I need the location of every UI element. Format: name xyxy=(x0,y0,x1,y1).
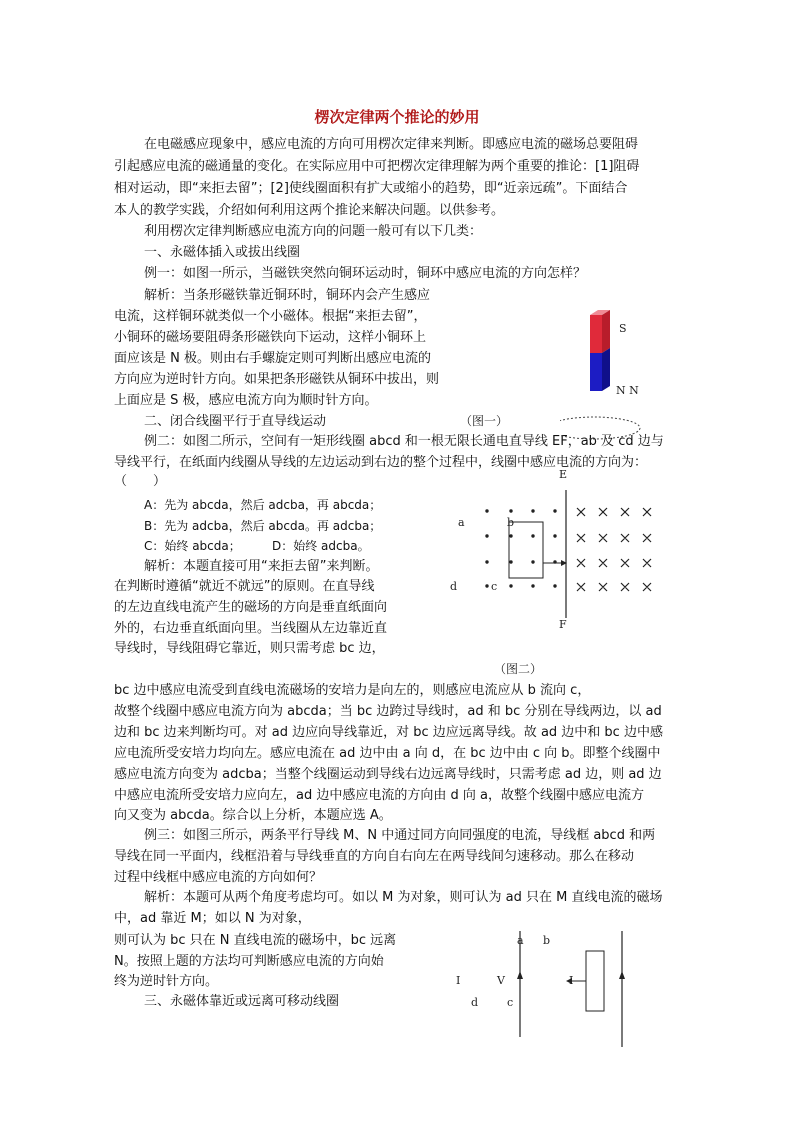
text-line: 边和 bc 边来判断均可。对 ad 边应向导线靠近，对 bc 边应远离导线。故 ad 边中和 bc 边中感 xyxy=(114,725,663,740)
velocity-v-label: V xyxy=(497,974,505,987)
text-line: 解析：本题可从两个角度考虑均可。如以 M 为对象，则可认为 ad 只在 M 直线电流的磁场 xyxy=(144,890,663,905)
wire-e-label: E xyxy=(559,468,568,481)
text-line: 例二：如图二所示，空间有一矩形线圈 abcd 和一根无限长通电直导线 EF，ab 及 cd 边与 xyxy=(144,434,664,449)
section-heading: 三、永磁体靠近或远离可移动线圈 xyxy=(144,994,340,1009)
field-out-dots xyxy=(485,509,556,587)
magnet-north-side xyxy=(602,348,610,391)
figure-1-magnet xyxy=(560,300,760,440)
text-line: 导线在同一平面内，线框沿着与导线垂直的方向自右向左在两导线间匀速移动。那么在移动 xyxy=(114,849,635,864)
text-line: 过程中线框中感应电流的方向如何？ xyxy=(114,870,323,885)
text-line: 故整个线圈中感应电流方向为 abcda；当 bc 边跨过导线时，ad 和 bc 分别在导线两边，以 ad xyxy=(114,704,662,719)
text-line: 电流，这样铜环就类似一个小磁体。根据“来拒去留”， xyxy=(114,309,427,324)
current-i1-label: I xyxy=(456,974,461,987)
frame-a-label: a xyxy=(517,934,524,947)
page-title: 楞次定律两个推论的妙用 xyxy=(314,108,480,126)
magnet-s-label: S xyxy=(619,322,627,335)
text-line: 应电流所受安培力均向左。感应电流在 ad 边中由 a 向 d，在 bc 边中由 c 向 b。即整个线圈中 xyxy=(114,746,661,761)
text-line: 本人的教学实践，介绍如何利用这两个推论来解决问题。以供参考。 xyxy=(114,203,505,218)
magnet-south-pole xyxy=(590,315,602,353)
copper-ring xyxy=(560,417,640,439)
text-line: 在电磁感应现象中，感应电流的方向可用楞次定律来判断。即感应电流的磁场总要阻碍 xyxy=(144,137,639,152)
text-line: 终为逆时针方向。 xyxy=(114,974,219,989)
current-i2-label: I xyxy=(569,974,574,987)
frame-b-label: b xyxy=(543,934,551,947)
option-b: B：先为 adcba，然后 abcda。再 adcba； xyxy=(144,519,382,533)
text-line: bc 边中感应电流受到直线电流磁场的安培力是向左的，则感应电流应从 b 流向 c， xyxy=(114,683,591,698)
text-line: 外的，右边垂直纸面向里。当线圈从左边靠近直 xyxy=(114,621,388,636)
section-heading: 二、闭合线圈平行于直导线运动 xyxy=(144,414,327,429)
coil-c-label: c xyxy=(491,580,498,593)
text-line: 引起感应电流的磁通量的变化。在实际应用中可把楞次定律理解为两个重要的推论：[1]阻碍 xyxy=(114,159,640,174)
text-line: 则可认为 bc 只在 N 直线电流的磁场中，bc 远离 xyxy=(114,933,397,948)
text-line: 向又变为 abcda。综合以上分析，本题应选 A。 xyxy=(114,808,392,823)
magnet-north-pole xyxy=(590,353,602,391)
coil-abcd xyxy=(509,522,543,578)
text-line: 解析：本题直接可用“来拒去留”来判断。 xyxy=(144,559,379,574)
text-line: 中感应电流所受安培力应向左，ad 边中感应电流的方向由 d 向 a，故整个线圈中感应电流方 xyxy=(114,788,644,803)
text-line: 解析：当条形磁铁靠近铜环时，铜环内会产生感应 xyxy=(144,288,431,303)
option-c: C：始终 abcda； xyxy=(144,539,241,553)
magnet-south-side xyxy=(602,310,610,353)
coil-b-label: b xyxy=(507,516,515,529)
text-line: （ ） xyxy=(114,474,167,489)
text-line: 例三：如图三所示，两条平行导线 M、N 中通过同方向同强度的电流，导线框 abcd 和两 xyxy=(144,828,656,843)
text-line: 相对运动，即“来拒去留”；[2]使线圈面积有扩大或缩小的趋势，即“近亲远疏”。下面结合 xyxy=(114,181,628,196)
text-line: 小铜环的磁场要阻碍条形磁铁向下运动，这样小铜环上 xyxy=(114,330,427,345)
wire-f-label: F xyxy=(559,618,567,631)
coil-d-label: d xyxy=(450,580,458,593)
field-in-crosses xyxy=(577,508,651,591)
text-line: N。按照上题的方法均可判断感应电流的方向始 xyxy=(114,954,384,969)
text-line: 在判断时遵循“就近不就远”的原则。在直导线 xyxy=(114,579,375,594)
text-line: 方向应为逆时针方向。如果把条形磁铁从铜环中拔出，则 xyxy=(114,372,440,387)
frame-c-label: c xyxy=(507,996,514,1009)
figure-1-caption: （图一） xyxy=(460,414,509,428)
text-line: 例一：如图一所示，当磁铁突然向铜环运动时，铜环中感应电流的方向怎样？ xyxy=(144,266,587,281)
frame-d-label: d xyxy=(471,996,479,1009)
option-a: A：先为 abcda，然后 adcba，再 abcda； xyxy=(144,498,382,512)
text-line: 中，ad 靠近 M；如以 N 为对象， xyxy=(114,911,311,926)
magnet-n-label: N N xyxy=(616,384,639,397)
figure-3-parallel-wires xyxy=(500,925,680,1055)
text-line: 上面应是 S 极，感应电流方向为顺时针方向。 xyxy=(114,393,378,408)
wire-m-arrow xyxy=(517,971,523,979)
text-line: 导线平行，在纸面内线圈从导线的左边运动到右边的整个过程中，线圈中感应电流的方向为： xyxy=(114,455,648,470)
text-line: 导线时，导线阻碍它靠近，则只需考虑 bc 边， xyxy=(114,641,385,656)
wire-n-arrow xyxy=(619,971,625,979)
coil-a-label: a xyxy=(458,516,465,529)
figure-2-coil-wire xyxy=(475,478,695,638)
figure-2-caption: （图二） xyxy=(494,662,543,676)
section-heading: 一、永磁体插入或拔出线圈 xyxy=(144,245,301,260)
text-line: 利用楞次定律判断感应电流方向的问题一般可有以下几类： xyxy=(144,224,483,239)
text-line: 面应该是 N 极。则由右手螺旋定则可判断出感应电流的 xyxy=(114,351,431,366)
option-d: D：始终 adcba。 xyxy=(272,539,370,553)
frame-abcd xyxy=(586,951,604,1011)
text-line: 的左边直线电流产生的磁场的方向是垂直纸面向 xyxy=(114,600,388,615)
text-line: 感应电流方向变为 adcba；当整个线圈运动到导线右边远离导线时，只需考虑 ad 边，则 ad 边 xyxy=(114,767,662,782)
